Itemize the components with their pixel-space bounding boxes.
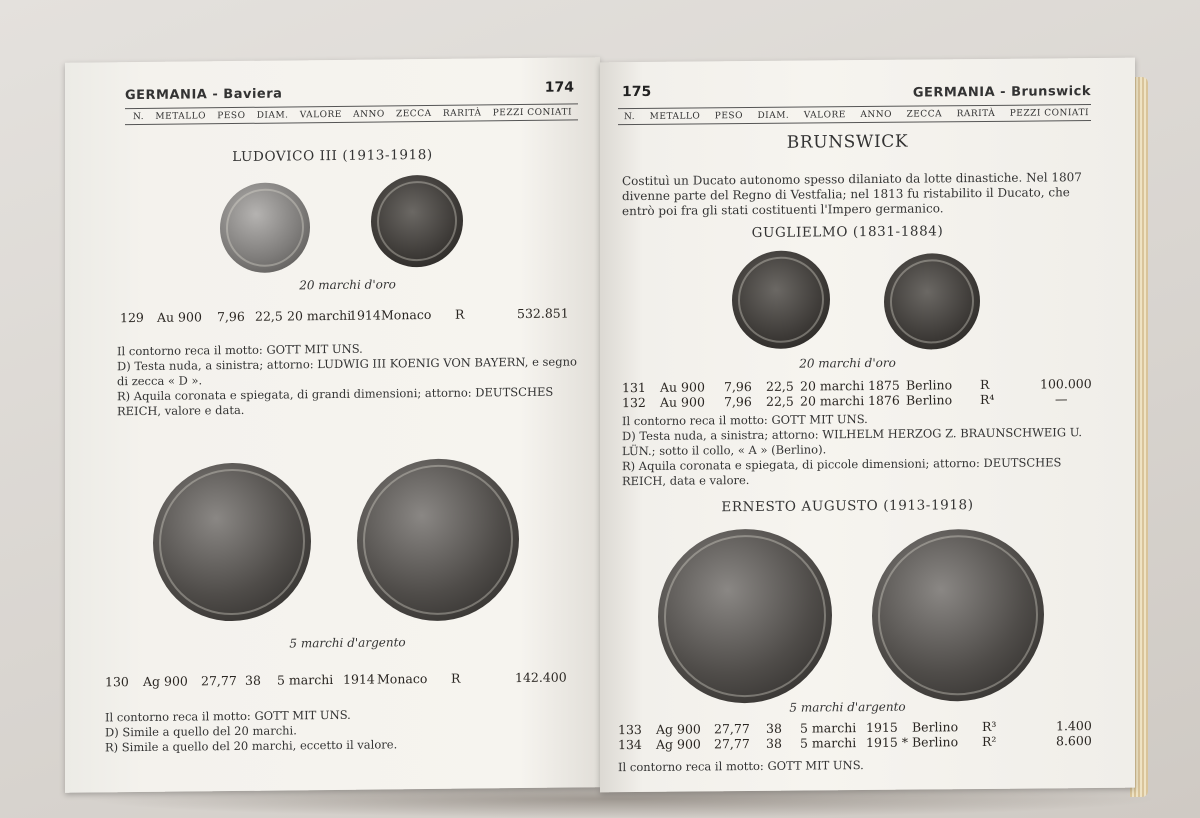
note-reverse: R) Aquila coronata e spiegata, di grandi dimensioni; attorno: DEUTSCHES REICH, valore e data. (117, 384, 554, 419)
cell-peso: 7,96 (217, 308, 245, 325)
cell-pezzi: 100.000 (1040, 376, 1092, 392)
col-rarita: RARITÀ (442, 107, 482, 119)
cell-anno: 1914 (343, 671, 375, 687)
cell-zecca: Berlino (912, 734, 959, 750)
note-edge: Il contorno reca il motto: GOTT MIT UNS. (117, 341, 363, 359)
cell-valore: 20 marchi (287, 307, 352, 324)
cell-pezzi: — (1055, 391, 1068, 407)
right-notes-1 (622, 410, 1091, 489)
gold-coin-obverse (220, 182, 310, 273)
right-page (600, 58, 1135, 793)
left-page (65, 57, 600, 793)
silver-coin-obverse (153, 462, 311, 622)
col-n: N. (133, 111, 145, 122)
right-section-heading-2: ERNESTO AUGUSTO (1913-1918) (721, 497, 974, 516)
left-notes-2 (105, 705, 580, 755)
cell-metallo: Au 900 (157, 309, 202, 325)
cell-n: 129 (120, 309, 144, 326)
cell-metallo: Au 900 (660, 379, 705, 395)
entry-row-130 (65, 669, 600, 690)
cell-rarita: R³ (982, 718, 997, 735)
cell-pezzi: 532.851 (517, 305, 569, 322)
cell-rarita: R (451, 670, 461, 686)
cell-pezzi: 8.600 (1056, 733, 1092, 749)
col-peso: PESO (217, 110, 246, 121)
cell-rarita: R (980, 376, 990, 393)
right-country: GERMANIA (912, 84, 996, 101)
right-column-headers (618, 104, 1091, 125)
note-reverse: R) Aquila coronata e spiegata, di piccole dimensioni; attorno: DEUTSCHES REICH, data e valore. (622, 455, 1062, 489)
cell-diam: 38 (766, 735, 782, 751)
left-region: Baviera (223, 86, 283, 103)
cell-zecca: Berlino (906, 377, 953, 393)
right-caption-silver: 5 marchi d'argento (789, 699, 906, 715)
cell-zecca: Monaco (377, 671, 428, 687)
gold-coin-obverse (732, 250, 830, 349)
cell-anno: 1914 (349, 307, 381, 323)
cell-valore: 20 marchi (800, 393, 865, 409)
cell-metallo: Ag 900 (656, 736, 701, 752)
col-peso: PESO (714, 110, 743, 121)
col-metallo: METALLO (649, 110, 701, 122)
cell-metallo: Ag 900 (143, 673, 188, 689)
open-book (55, 42, 1145, 812)
cell-zecca: Monaco (381, 306, 432, 323)
col-metallo: METALLO (155, 110, 207, 122)
cell-pezzi: 1.400 (1056, 718, 1092, 734)
col-pezzi-coniati: PEZZI CONIATI (1009, 107, 1089, 119)
right-page-number: 175 (622, 83, 652, 101)
col-valore: VALORE (299, 109, 342, 120)
cell-diam: 38 (766, 720, 782, 736)
cell-valore: 5 marchi (277, 671, 334, 688)
right-header-title: GERMANIA - Brunswick (912, 84, 1091, 101)
left-page-number: 174 (544, 79, 574, 96)
cell-valore: 5 marchi (800, 720, 857, 736)
note-reverse: R) Simile a quello del 20 marchi, eccetto il valore. (105, 737, 398, 755)
note-edge: Il contorno reca il motto: GOTT MIT UNS. (618, 758, 864, 775)
right-section-heading-1: GUGLIELMO (1831-1884) (751, 223, 944, 242)
cell-anno: 1875 (868, 377, 900, 393)
cell-diam: 22,5 (255, 308, 283, 324)
cell-zecca: Berlino (906, 392, 953, 408)
cell-n: 134 (618, 736, 642, 753)
cell-valore: 5 marchi (800, 735, 857, 751)
cell-rarita: R² (982, 733, 997, 750)
right-region: Brunswick (1011, 84, 1091, 100)
cell-peso: 27,77 (714, 736, 750, 752)
cell-n: 132 (622, 394, 646, 411)
silver-coin-reverse (872, 528, 1044, 702)
col-zecca: ZECCA (395, 108, 432, 119)
right-caption-gold: 20 marchi d'oro (799, 355, 896, 371)
cell-pezzi: 142.400 (515, 669, 567, 686)
right-intro: Costituì un Ducato autonomo spesso dilaniato da lotte dinastiche. Nel 1807 divenne parte del Regno di Vestfalia; nel 1813 fu ristabilito il Ducato, che entrò poi fra gli stati costituenti l'Impero germanico. (622, 170, 1082, 219)
cell-peso: 7,96 (724, 379, 752, 395)
silver-coin-obverse (658, 528, 832, 704)
cell-rarita: R (455, 306, 465, 322)
col-anno: ANNO (353, 108, 385, 120)
right-page-header (618, 78, 1091, 128)
note-edge: Il contorno reca il motto: GOTT MIT UNS. (105, 707, 351, 725)
entry-row-129 (65, 305, 600, 326)
col-pezzi-coniati: PEZZI CONIATI (492, 106, 572, 118)
left-section-heading: LUDOVICO III (1913-1918) (232, 146, 433, 166)
note-obverse: D) Testa nuda, a sinistra; attorno: LUDWIG III KOENIG VON BAYERN, e segno di zecca « D ». (117, 354, 577, 389)
cell-diam: 22,5 (766, 393, 794, 409)
cell-anno: 1915 * (866, 734, 909, 751)
cell-anno: 1876 (868, 392, 900, 408)
col-zecca: ZECCA (906, 108, 943, 120)
left-header-title: GERMANIA - Baviera (125, 86, 283, 104)
left-caption-silver: 5 marchi d'argento (289, 635, 406, 651)
left-page-header (95, 77, 578, 128)
cell-peso: 7,96 (724, 394, 752, 410)
silver-coin-reverse (357, 458, 519, 622)
col-rarita: RARITÀ (956, 108, 996, 119)
col-valore: VALORE (803, 109, 846, 121)
cell-zecca: Berlino (912, 719, 959, 735)
cell-n: 133 (618, 721, 642, 738)
left-column-headers (125, 103, 578, 125)
col-anno: ANNO (860, 109, 892, 120)
left-caption-gold: 20 marchi d'oro (299, 277, 396, 293)
cell-metallo: Au 900 (660, 394, 705, 410)
note-obverse: D) Testa nuda, a sinistra; attorno: WILHELM HERZOG Z. BRAUNSCHWEIG U. LÜN.; sotto il collo, « A » (Berlino). (622, 425, 1082, 459)
cell-diam: 38 (245, 672, 261, 688)
cell-n: 131 (622, 379, 646, 396)
col-n: N. (624, 111, 636, 122)
cell-peso: 27,77 (714, 721, 750, 737)
cell-valore: 20 marchi (800, 378, 865, 394)
col-diam: DIAM. (256, 109, 289, 121)
gold-coin-reverse (371, 175, 463, 268)
cell-n: 130 (105, 674, 129, 690)
col-diam: DIAM. (757, 110, 790, 121)
left-country: GERMANIA (125, 87, 208, 104)
cell-rarita: R⁴ (980, 391, 995, 408)
note-obverse: D) Simile a quello del 20 marchi. (105, 723, 297, 740)
gold-coin-reverse (884, 253, 980, 350)
cell-metallo: Ag 900 (656, 721, 701, 737)
cell-peso: 27,77 (201, 673, 237, 689)
right-page-title: BRUNSWICK (786, 131, 909, 153)
left-notes-1 (117, 339, 580, 419)
right-notes-2 (618, 756, 1091, 775)
note-edge: Il contorno reca il motto: GOTT MIT UNS. (622, 411, 868, 429)
cell-diam: 22,5 (766, 378, 794, 394)
cell-anno: 1915 (866, 719, 898, 736)
